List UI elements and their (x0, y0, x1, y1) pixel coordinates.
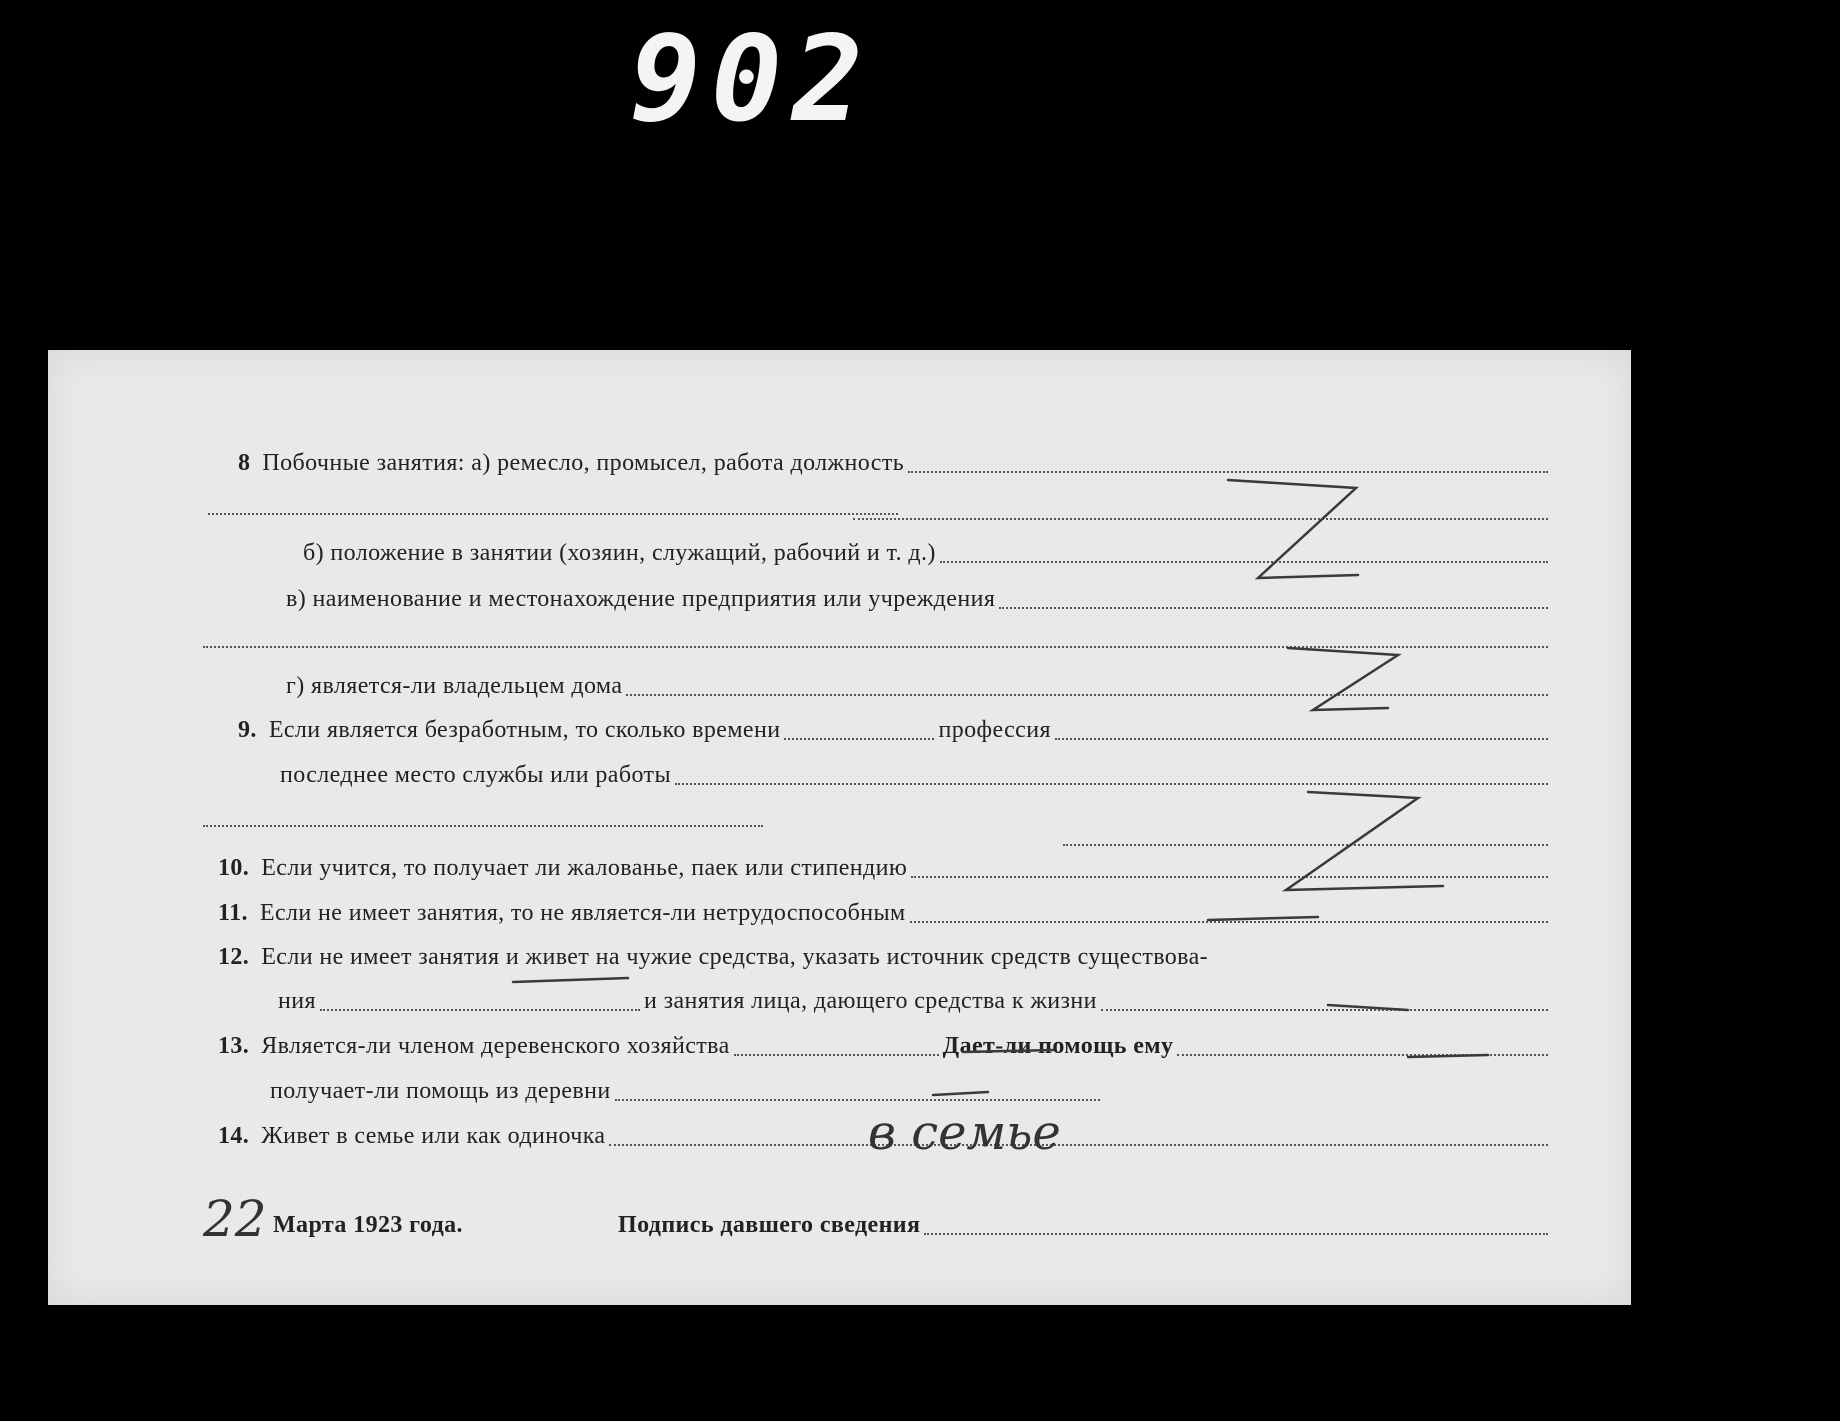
item-9-last-place-row (280, 762, 1548, 789)
item-13-member-fill (734, 1054, 939, 1056)
item-12-cont-row (278, 988, 1548, 1015)
footer-date: Марта 1923 года. (273, 1212, 463, 1238)
item-14-answer: в семье (868, 1105, 1061, 1161)
handwritten-strike-marks (48, 350, 1631, 1305)
item-11-row (218, 900, 1548, 927)
item-9-last-place-fill (675, 783, 1548, 785)
item-14-fill (609, 1144, 1548, 1146)
footer-signature-fill (924, 1233, 1548, 1235)
item-11-label: Если не имеет занятия, то не является-ли нетрудоспособным (259, 900, 906, 926)
item-9-line-left (203, 825, 763, 827)
item-8-number: 8 (238, 450, 251, 476)
item-9-label: Если является безработным, то сколько времени (268, 717, 781, 743)
item-13-help-from-fill (615, 1099, 1100, 1101)
item-12-source-fill (320, 1009, 640, 1011)
item-10-label: Если учится, то получает ли жалованье, паек или стипендию (261, 855, 908, 881)
item-8b-label: б) положение в занятии (хозяин, служащий, рабочий и т. д.) (303, 540, 936, 566)
item-8v-row (286, 586, 1548, 613)
strike-mark-item-12-source (513, 978, 628, 982)
census-card (48, 350, 1631, 1305)
item-8g-fill (626, 694, 1548, 696)
item-8b-row (303, 540, 1548, 567)
frame-number: 902 (630, 10, 874, 148)
item-8-label: Побочные занятия: а) ремесло, промысел, работа должность (262, 450, 905, 476)
item-11-number: 11. (218, 900, 248, 926)
item-8g-row (286, 673, 1548, 700)
item-8b-fill (940, 561, 1548, 563)
item-12-label: Если не имеет занятия и живет на чужие средства, указать источник средств существова- (261, 944, 1209, 970)
item-12-cont-label: ния (278, 988, 316, 1014)
item-12-face-fill (1101, 1009, 1548, 1011)
item-13-help-from-row (270, 1078, 1100, 1105)
item-9-row (238, 717, 1548, 744)
item-9-number: 9. (238, 717, 257, 743)
item-13-help-from-label: получает-ли помощь из деревни (270, 1078, 611, 1104)
footer-day: 22 (203, 1190, 267, 1248)
item-8g-label: г) является-ли владельцем дома (286, 673, 623, 699)
item-12-number: 12. (218, 944, 250, 970)
item-9-line-right (1063, 844, 1548, 846)
item-10-row (218, 855, 1548, 882)
item-9-profession-fill (1055, 738, 1548, 740)
item-8v-fill (999, 607, 1548, 609)
item-10-number: 10. (218, 855, 250, 881)
item-12-face-label: и занятия лица, дающего средства к жизни (643, 988, 1097, 1014)
item-14-number: 14. (218, 1123, 250, 1149)
item-9-last-place-label: последнее место службы или работы (280, 762, 671, 788)
item-14-label: Живет в семье или как одиночка (261, 1123, 606, 1149)
item-13-help-to-label: Дает-ли помощь ему (942, 1033, 1174, 1059)
item-13-help-to-fill (1177, 1054, 1548, 1056)
item-13-number: 13. (218, 1033, 250, 1059)
item-11-fill (910, 921, 1548, 923)
item-13-label: Является-ли членом деревенского хозяйства (261, 1033, 730, 1059)
item-8v-label: в) наименование и местонахождение предприятия или учреждения (286, 586, 996, 612)
item-9-profession-label: профессия (938, 717, 1051, 743)
item-13-row (218, 1033, 1548, 1060)
item-8v-line (203, 646, 1548, 648)
item-8a-line-right (853, 518, 1548, 520)
item-9-time-fill (784, 738, 934, 740)
footer-signature-row (618, 1212, 1548, 1239)
item-12-row (218, 944, 1563, 971)
item-8a-line-left (208, 513, 898, 515)
item-10-fill (911, 876, 1548, 878)
footer-signature-label: Подпись давшего сведения (618, 1212, 921, 1238)
item-8-row (238, 450, 1548, 477)
item-8a-fill (908, 471, 1548, 473)
